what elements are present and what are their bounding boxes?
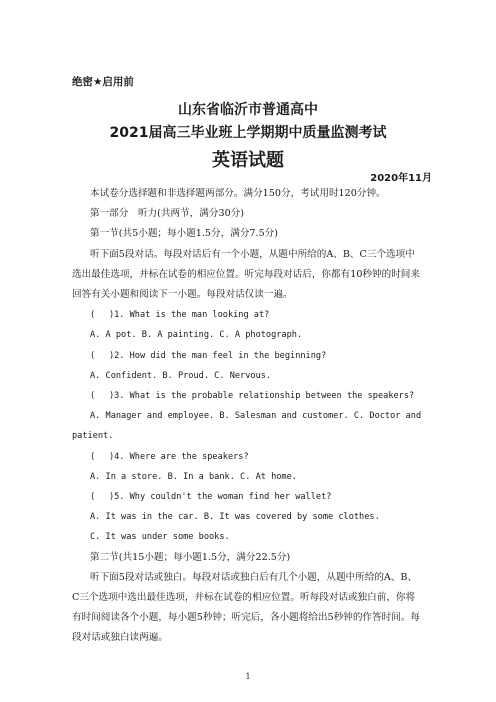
subject-title: 英语试题 (212, 150, 284, 171)
exam-body (72, 184, 424, 649)
confidential-mark: 绝密★启用前 (72, 76, 134, 88)
section1-instructions: 听下面5段对话。每段对话后有一个小题，从题中所给的A、B、C三个选项中选出最佳选项，并标在试卷的相应位置。听完每段对话后，你都有10秒钟的时间来回答有关小题和阅读下一小题。每段对话仅读一遍。 (72, 248, 420, 301)
question-options: A. Manager and employee. B. Salesman and customer. C. Doctor and patient. (72, 411, 422, 442)
question-options: C. It was under some books. (90, 532, 230, 543)
question-stem: ( )4. Where are the speakers? (90, 451, 249, 462)
section2-instructions: 听下面5段对话或独白。每段对话或独白后有几个小题，从题中所给的A、B、C三个选项中选出最佳选项，并标在试卷的相应位置。听每段对话或独白前，你将有时间阅读各个小题，每小题5秒钟；听完后，各小题将给出5秒钟的作答时间。每段对话或独白读两遍。 (72, 571, 420, 644)
question-stem: ( )5. Why couldn't the woman find her wallet? (90, 492, 332, 503)
school-title: 山东省临沂市普通高中 (178, 102, 318, 118)
question-stem: ( )3. What is the probable relationship between the speakers? (90, 391, 415, 402)
part1-title: 第一部分 听力(共两节，满分30分) (90, 208, 245, 220)
exam-date: 2020年11月 (370, 173, 432, 184)
question-options: A. In a store. B. In a bank. C. At home. (90, 471, 297, 482)
section1-title: 第一节(共5小题；每小题1.5分，满分7.5分) (90, 228, 279, 240)
section2-title: 第二节(共15小题；每小题1.5分，满分22.5分) (90, 551, 291, 563)
question-options: A. Confident. B. Proud. C. Nervous. (90, 370, 272, 381)
exam-title: 2021届高三毕业班上学期期中质量监测考试 (109, 125, 387, 141)
question-options: A. It was in the car. B. It was covered by some clothes. (90, 512, 380, 523)
question-stem: ( )1. What is the man looking at? (90, 310, 270, 321)
page-number: 1 (245, 672, 251, 681)
question-stem: ( )2. How did the man feel in the beginning? (90, 350, 327, 361)
question-options: A. A pot. B. A painting. C. A photograph. (90, 330, 303, 341)
intro-text: 本试卷分选择题和非选择题两部分。满分150分，考试用时120分钟。 (90, 188, 386, 199)
